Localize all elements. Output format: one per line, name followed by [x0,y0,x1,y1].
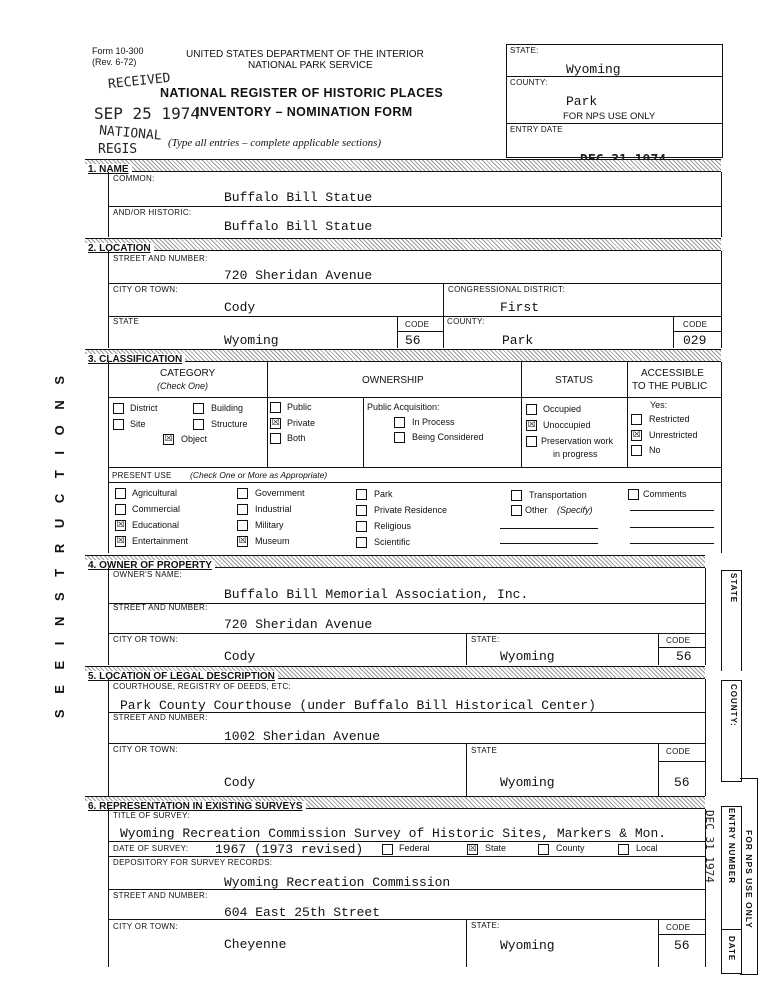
category-header: CATEGORY [160,368,216,379]
agricultural-label: Agricultural [132,488,178,498]
educational-checkbox[interactable]: ☒ [116,520,125,530]
name-heading: 1. NAME [85,164,132,175]
legal-street-label: STREET AND NUMBER: [113,713,208,722]
access-header-2: TO THE PUBLIC [632,381,708,392]
legal-state-label: STATE [471,746,498,755]
building-checkbox[interactable] [193,403,204,414]
location-heading: 2. LOCATION [85,243,154,254]
park-label: Park [374,489,393,499]
loc-street-value: 720 Sheridan Avenue [224,268,373,283]
loc-county-value: Park [502,333,534,348]
industrial-label: Industrial [255,504,292,514]
surveys-heading: 6. REPRESENTATION IN EXISTING SURVEYS [85,801,306,812]
comments-checkbox[interactable] [628,489,639,500]
owner-name-value: Buffalo Bill Memorial Association, Inc. [224,587,529,602]
classification-heading: 3. CLASSIFICATION [85,354,185,365]
county-survey-checkbox[interactable] [538,844,549,855]
owner-heading: 4. OWNER OF PROPERTY [85,560,215,571]
legal-section-bar [85,666,705,682]
federal-checkbox[interactable] [382,844,393,855]
loc-state-value: Wyoming [224,333,279,348]
comments-label: Comments [643,489,687,499]
entertainment-label: Entertainment [132,536,189,546]
owner-state-label: STATE: [471,635,500,644]
state-survey-checkbox[interactable]: ☒ [468,844,477,854]
state-side-label: STATE [729,573,738,604]
preservation-checkbox[interactable] [526,436,537,447]
loc-county-code: 029 [683,333,707,348]
entertainment-checkbox[interactable]: ☒ [116,536,125,546]
panel-county-label: COUNTY: [510,78,548,87]
museum-checkbox[interactable]: ☒ [238,536,247,546]
owner-code-label: CODE [666,636,691,645]
unoccupied-label: Unoccupied [543,420,591,430]
type-instructions: (Type all entries – complete applicable sections) [168,137,382,149]
state-survey-label: State [485,843,507,853]
public-label: Public [287,402,312,412]
surveys-section-bar [85,796,705,812]
loc-state-label: STATE [113,317,140,326]
specify-label: (Specify) [557,505,593,515]
museum-label: Museum [255,536,290,546]
survey-title-value: Wyoming Recreation Commission Survey of Historic Sites, Markers & Mon. [120,826,667,841]
object-checkbox[interactable]: ☒ [164,434,173,444]
private-checkbox[interactable]: ☒ [271,418,280,428]
government-checkbox[interactable] [237,488,248,499]
site-label: Site [130,419,146,429]
federal-label: Federal [399,843,430,853]
survey-code-value: 56 [674,938,690,953]
unoccupied-checkbox[interactable]: ☒ [527,420,536,430]
survey-city-label: CITY OR TOWN: [113,922,178,931]
present-use-sub: (Check One or More as Appropriate) [190,470,328,480]
loc-cong-label: CONGRESSIONAL DISTRICT: [448,285,565,294]
object-label: Object [181,434,208,444]
survey-state-value: Wyoming [500,938,555,953]
local-checkbox[interactable] [618,844,629,855]
department-line: UNITED STATES DEPARTMENT OF THE INTERIOR [186,49,424,60]
loc-street-label: STREET AND NUMBER: [113,254,208,263]
other-checkbox[interactable] [511,505,522,516]
commercial-checkbox[interactable] [115,504,126,515]
panel-nps-use: FOR NPS USE ONLY [563,111,656,122]
private-label: Private [287,418,316,428]
loc-state-code: 56 [405,333,421,348]
classification-section-bar [85,349,721,365]
owner-street-label: STREET AND NUMBER: [113,603,208,612]
courthouse-value: Park County Courthouse (under Buffalo Bill Historical Center) [120,698,596,713]
owner-name-label: OWNER'S NAME: [113,570,182,579]
legal-city-value: Cody [224,775,256,790]
loc-code-label: CODE [405,320,430,329]
scientific-checkbox[interactable] [356,537,367,548]
owner-state-value: Wyoming [500,649,555,664]
no-checkbox[interactable] [631,445,642,456]
commercial-label: Commercial [132,504,181,514]
structure-label: Structure [211,419,248,429]
being-considered-label: Being Considered [412,432,484,442]
form-revision: (Rev. 6-72) [92,57,137,67]
national-stamp: NATIONAL [98,123,163,144]
date-side-label: DATE [727,936,736,962]
legal-code-value: 56 [674,775,690,790]
legal-heading: 5. LOCATION OF LEGAL DESCRIPTION [85,671,278,682]
unrestricted-label: Unrestricted [649,430,698,440]
survey-state-label: STATE: [471,921,500,930]
religious-checkbox[interactable] [356,521,367,532]
yes-label: Yes: [650,400,668,410]
loc-cong-value: First [500,300,540,315]
industrial-checkbox[interactable] [237,504,248,515]
other-label: Other [525,505,548,515]
form-number: Form 10-300 [92,46,144,56]
regis-stamp: REGIS [98,142,138,157]
side-date-stamp: DEC 31 1974 [703,810,716,883]
survey-date-value: 1967 (1973 revised) [215,842,364,857]
preservation-label-1: Preservation work [541,436,614,446]
depository-value: Wyoming Recreation Commission [224,875,451,890]
unrestricted-checkbox[interactable]: ☒ [632,430,641,440]
agency-line: NATIONAL PARK SERVICE [248,60,373,71]
public-checkbox[interactable] [270,402,281,413]
restricted-checkbox[interactable] [631,414,642,425]
in-process-label: In Process [412,417,455,427]
category-sub: (Check One) [157,381,209,391]
private-residence-label: Private Residence [374,505,448,515]
panel-entry-date-label: ENTRY DATE [510,125,563,134]
survey-code-label: CODE [666,923,691,932]
status-header: STATUS [555,375,593,386]
ownership-header: OWNERSHIP [362,375,424,386]
owner-city-value: Cody [224,649,256,664]
local-label: Local [636,843,658,853]
access-header-1: ACCESSIBLE [641,368,704,379]
acquisition-label: Public Acquisition: [367,402,440,412]
no-label: No [649,445,661,455]
being-considered-checkbox[interactable] [394,432,405,443]
loc-city-label: CITY OR TOWN: [113,285,178,294]
military-checkbox[interactable] [237,520,248,531]
panel-state-value: Wyoming [566,62,621,77]
military-label: Military [255,520,284,530]
loc-county-code-label: CODE [683,320,708,329]
park-checkbox[interactable] [356,489,367,500]
both-label: Both [287,433,306,443]
restricted-label: Restricted [649,414,690,424]
occupied-checkbox[interactable] [526,404,537,415]
site-checkbox[interactable] [113,419,124,430]
private-residence-checkbox[interactable] [356,505,367,516]
legal-street-value: 1002 Sheridan Avenue [224,729,381,744]
received-stamp: RECEIVED [107,70,172,93]
received-date-stamp: SEP 25 1974 [94,104,200,123]
survey-street-label: STREET AND NUMBER: [113,891,208,900]
common-label: COMMON: [113,174,155,183]
owner-code-value: 56 [676,649,692,664]
panel-county-value: Park [566,94,598,109]
owner-street-value: 720 Sheridan Avenue [224,617,373,632]
survey-title-label: TITLE OF SURVEY: [113,811,190,820]
educational-label: Educational [132,520,180,530]
form-title: NATIONAL REGISTER OF HISTORIC PLACES [160,86,444,100]
present-use-label: PRESENT USE [112,471,172,480]
nps-use-side-label: FOR NPS USE ONLY [744,830,754,929]
legal-state-value: Wyoming [500,775,555,790]
location-section-bar [85,238,721,254]
structure-checkbox[interactable] [193,419,204,430]
loc-county-label: COUNTY: [447,317,485,326]
historic-label: AND/OR HISTORIC: [113,208,192,217]
county-survey-label: County [556,843,585,853]
preservation-label-2: in progress [553,449,598,459]
owner-section-bar [85,555,705,571]
common-name-value: Buffalo Bill Statue [224,190,373,205]
panel-state-label: STATE: [510,46,539,55]
both-checkbox[interactable] [270,433,281,444]
survey-street-value: 604 East 25th Street [224,905,381,920]
transportation-label: Transportation [529,490,587,500]
agricultural-checkbox[interactable] [115,488,126,499]
county-side-label: COUNTY: [729,684,738,727]
in-process-checkbox[interactable] [394,417,405,428]
district-checkbox[interactable] [113,403,124,414]
government-label: Government [255,488,305,498]
name-section-bar [85,159,721,175]
building-label: Building [211,403,244,413]
survey-date-label: DATE OF SURVEY: [113,844,189,853]
survey-city-value: Cheyenne [224,937,287,952]
occupied-label: Occupied [543,404,582,414]
historic-name-value: Buffalo Bill Statue [224,219,373,234]
district-label: District [130,403,158,413]
owner-city-label: CITY OR TOWN: [113,635,178,644]
transportation-checkbox[interactable] [511,490,522,501]
scientific-label: Scientific [374,537,411,547]
form-subtitle: INVENTORY – NOMINATION FORM [196,105,413,119]
religious-label: Religious [374,521,412,531]
courthouse-label: COURTHOUSE, REGISTRY OF DEEDS, ETC: [113,682,292,691]
legal-city-label: CITY OR TOWN: [113,745,178,754]
legal-code-label: CODE [666,747,691,756]
see-instructions: S E E I N S T R U C T I O N S [52,370,67,719]
depository-label: DEPOSITORY FOR SURVEY RECORDS: [113,858,273,867]
loc-city-value: Cody [224,300,256,315]
entry-number-label: ENTRY NUMBER [727,808,736,885]
